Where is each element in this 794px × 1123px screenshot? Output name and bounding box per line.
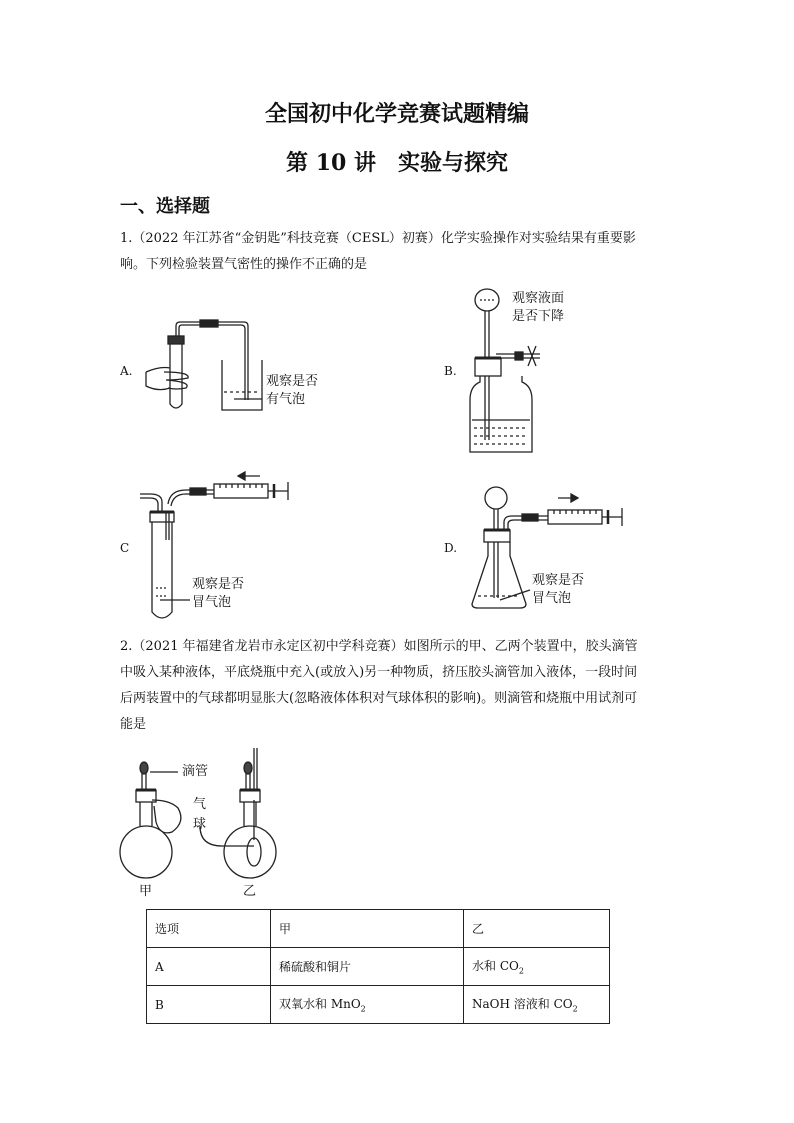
cell-text: 双氧水和 MnO: [279, 997, 361, 1012]
figure-a-note-line-1: 观察是否: [266, 374, 319, 389]
q1-option-b-label: B.: [444, 364, 457, 378]
q1-stem-line-2: 响。下列检验装置气密性的操作不正确的是: [120, 257, 368, 272]
label-balloon-2: 球: [193, 817, 207, 832]
figure-b-note-line-1: 观察液面: [512, 291, 565, 306]
table-header-row: [147, 910, 610, 948]
q2-stem-line-2: 中吸入某种液体，平底烧瓶中充入(或放入)另一种物质，挤压胶头滴管加入液体，一段时间: [120, 665, 638, 680]
cell-subscript: 2: [572, 1004, 578, 1014]
figure-c-note-line-1: 观察是否: [192, 577, 245, 592]
label-balloon-1: 气: [193, 797, 207, 812]
label-jia: 甲: [139, 884, 153, 899]
lecture-subtitle: 第 10 讲 实验与探究: [286, 150, 508, 176]
cell-text: 水和 CO: [472, 959, 519, 974]
table-header-jia: 甲: [271, 910, 464, 948]
q1-option-c-label: C: [120, 541, 130, 555]
figure-d-note-line-1: 观察是否: [532, 573, 585, 588]
q2-stem-line-1: 2.（2021 年福建省龙岩市永定区初中学科竞赛）如图所示的甲、乙两个装置中，胶头滴管: [120, 639, 638, 654]
table-row: [147, 948, 610, 986]
table-cell-jia: 稀硫酸和铜片: [271, 948, 464, 986]
table-cell-option: B: [147, 986, 271, 1024]
q2-stem-line-3: 后两装置中的气球都明显胀大(忽略液体体积对气球体积的影响)。则滴管和烧瓶中用试剂可: [120, 691, 638, 706]
table-cell-jia: [271, 986, 464, 1024]
document-title: 全国初中化学竞赛试题精编: [264, 101, 529, 127]
figure-c-note-line-2: 冒气泡: [192, 595, 232, 610]
table-cell-yi: [464, 948, 610, 986]
cell-subscript: 2: [518, 966, 524, 976]
cell-text: NaOH 溶液和 CO: [472, 997, 573, 1012]
cell-subscript: 2: [360, 1004, 366, 1014]
table-row: [147, 986, 610, 1024]
figure-a-note-line-2: 有气泡: [266, 392, 306, 407]
options-table: [146, 909, 610, 1024]
label-dropper: 滴管: [182, 764, 209, 779]
table-header-option: 选项: [147, 910, 271, 948]
figure-d-note-line-2: 冒气泡: [532, 591, 572, 606]
table-header-yi: 乙: [464, 910, 610, 948]
section-heading: 一、选择题: [120, 196, 210, 217]
label-yi: 乙: [243, 884, 257, 899]
q1-stem-line-1: 1.（2022 年江苏省“金钥匙”科技竞赛（CESL）初赛）化学实验操作对实验结果有重要影: [120, 231, 636, 246]
figure-b-note-line-2: 是否下降: [512, 309, 565, 324]
q2-stem-line-4: 能是: [120, 717, 147, 732]
q1-option-d-label: D.: [444, 541, 458, 555]
table-cell-option: A: [147, 948, 271, 986]
table-cell-yi: [464, 986, 610, 1024]
q1-option-a-label: A.: [120, 364, 133, 378]
